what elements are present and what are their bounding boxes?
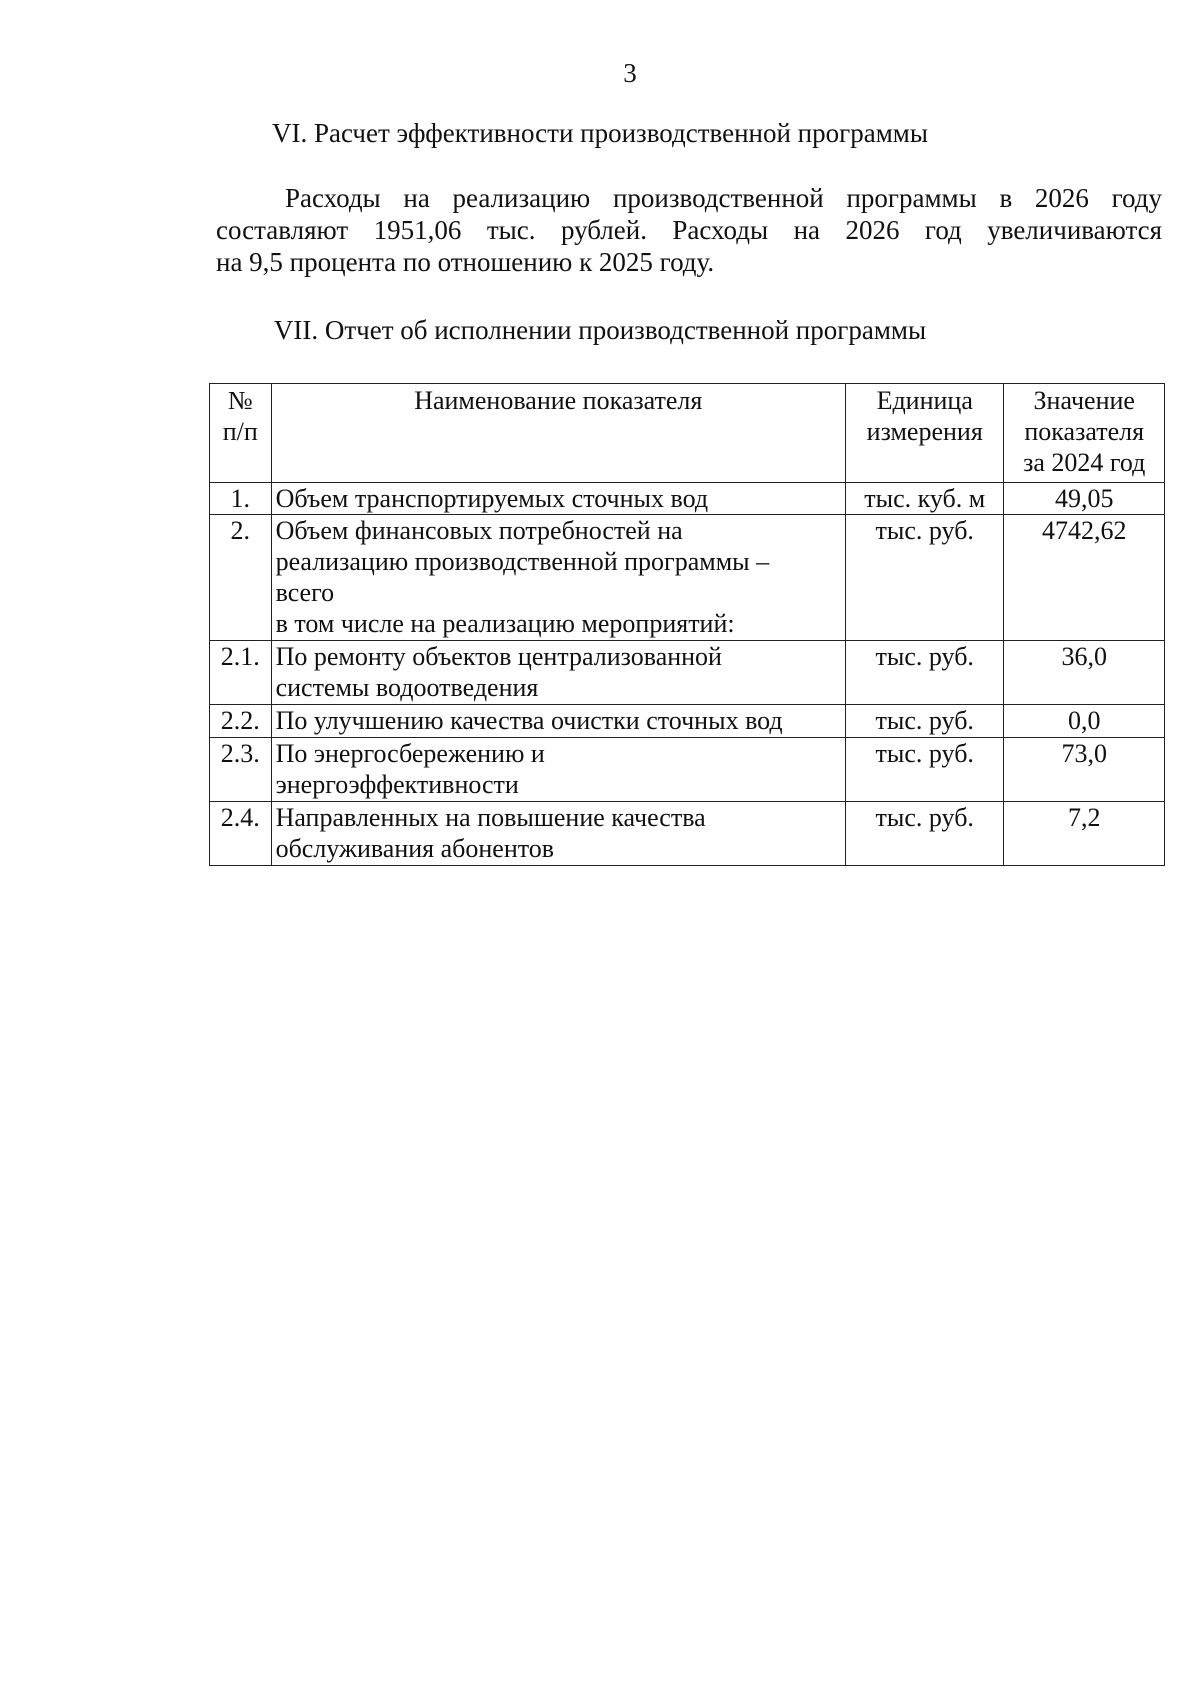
table-row bbox=[210, 738, 1165, 802]
paragraph-line: Расходы на реализацию производственной программы в 2026 году bbox=[285, 183, 1162, 213]
header-unit bbox=[845, 384, 1003, 483]
row-name bbox=[271, 483, 845, 515]
row-name-line: энергоэффективности bbox=[275, 770, 519, 799]
row-unit: тыс. куб. м bbox=[845, 483, 1003, 515]
header-number bbox=[210, 384, 272, 483]
table-header-row bbox=[210, 384, 1165, 483]
row-value: 36,0 bbox=[1004, 641, 1165, 705]
header-value-line: показателя bbox=[1024, 417, 1145, 446]
table-row bbox=[210, 515, 1165, 641]
row-unit: тыс. руб. bbox=[845, 802, 1003, 866]
row-number: 2.4. bbox=[210, 802, 272, 866]
page-number: 3 bbox=[623, 58, 637, 88]
section-6-title: VI. Расчет эффективности производственной программы bbox=[271, 118, 928, 148]
row-name-line: системы водоотведения bbox=[275, 673, 539, 702]
header-number-line: № bbox=[227, 386, 253, 415]
row-name bbox=[271, 515, 845, 641]
header-unit-line: измерения bbox=[866, 417, 983, 446]
row-name bbox=[271, 641, 845, 705]
table-row bbox=[210, 705, 1165, 738]
row-value: 73,0 bbox=[1004, 738, 1165, 802]
program-execution-table bbox=[209, 383, 1165, 866]
row-name-line: Объем транспортируемых сточных вод bbox=[275, 484, 709, 513]
row-number: 2. bbox=[210, 515, 272, 641]
cost-paragraph bbox=[216, 182, 1162, 278]
header-name-text: Наименование показателя bbox=[414, 386, 703, 415]
row-unit: тыс. руб. bbox=[845, 738, 1003, 802]
table-row bbox=[210, 802, 1165, 866]
row-name-line: По улучшению качества очистки сточных вод bbox=[275, 706, 783, 735]
row-unit: тыс. руб. bbox=[845, 641, 1003, 705]
row-name-line: Объем финансовых потребностей на bbox=[275, 516, 683, 545]
row-name-line: По ремонту объектов централизованной bbox=[275, 642, 722, 671]
row-number: 2.2. bbox=[210, 705, 272, 738]
row-name-line: в том числе на реализацию мероприятий: bbox=[275, 609, 735, 638]
row-number: 2.1. bbox=[210, 641, 272, 705]
header-number-line: п/п bbox=[222, 417, 258, 446]
row-value: 7,2 bbox=[1004, 802, 1165, 866]
paragraph-line: на 9,5 процента по отношению к 2025 году. bbox=[216, 247, 715, 277]
header-value-line: Значение bbox=[1033, 386, 1135, 415]
section-7-title: VII. Отчет об исполнении производственной программы bbox=[273, 315, 927, 345]
table-row bbox=[210, 483, 1165, 515]
row-unit: тыс. руб. bbox=[845, 705, 1003, 738]
row-value: 0,0 bbox=[1004, 705, 1165, 738]
row-number: 1. bbox=[210, 483, 272, 515]
row-name bbox=[271, 705, 845, 738]
row-name bbox=[271, 738, 845, 802]
row-name-line: всего bbox=[275, 578, 335, 607]
row-name-line: обслуживания абонентов bbox=[275, 834, 555, 863]
row-name-line: реализацию производственной программы – bbox=[275, 547, 770, 576]
header-value-line: за 2024 год bbox=[1023, 448, 1146, 477]
paragraph-line: составляют 1951,06 тыс. рублей. Расходы на 2026 год увеличиваются bbox=[216, 215, 1162, 245]
row-name-line: Направленных на повышение качества bbox=[275, 803, 706, 832]
row-number: 2.3. bbox=[210, 738, 272, 802]
row-name bbox=[271, 802, 845, 866]
header-value bbox=[1004, 384, 1165, 483]
row-value: 49,05 bbox=[1004, 483, 1165, 515]
header-name bbox=[271, 384, 845, 483]
row-value: 4742,62 bbox=[1004, 515, 1165, 641]
header-unit-line: Единица bbox=[876, 386, 973, 415]
row-unit: тыс. руб. bbox=[845, 515, 1003, 641]
table-row bbox=[210, 641, 1165, 705]
row-name-line: По энергосбережению и bbox=[275, 739, 545, 768]
